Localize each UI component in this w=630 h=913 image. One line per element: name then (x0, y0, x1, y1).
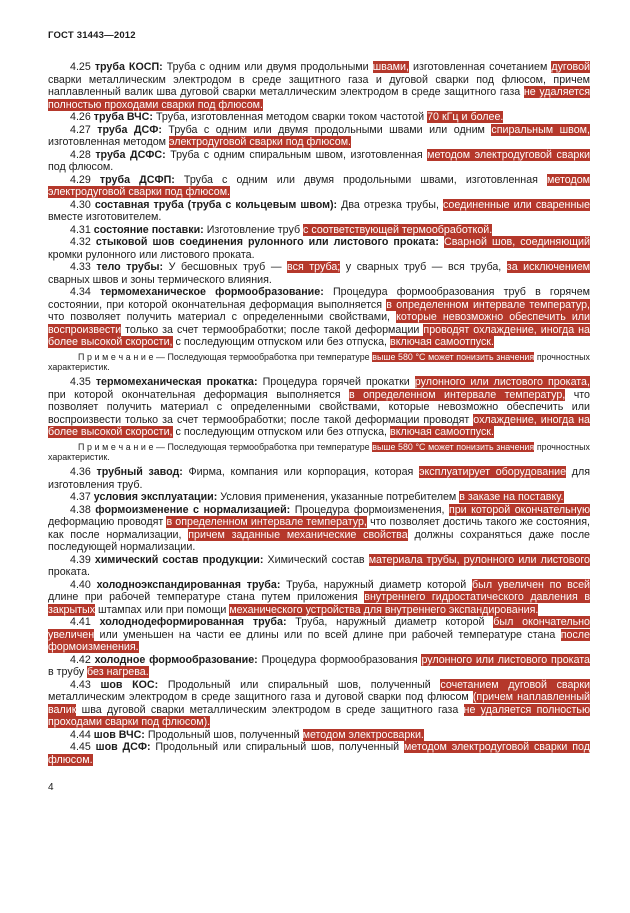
clause-number: 4.40 (70, 578, 97, 591)
definition-paragraph (48, 236, 590, 261)
definition-paragraph (48, 554, 590, 579)
highlight-segment: механического устройства для внутреннего экспандирования. (229, 603, 539, 616)
definition-paragraph (48, 491, 590, 504)
text-segment: Два отрезка трубы, (341, 198, 443, 211)
clause-number: 4.36 (70, 466, 97, 479)
text-segment: сварки металлическим электродом в среде защитного газа и дуговой сварки под флюсом, причем наплавленный валик шва дуговой сварки металлическим электродом в среде защитного газа (48, 73, 590, 98)
text-segment: Условия применения, указанные потребителем (220, 491, 460, 504)
clause-number: 4.39 (70, 553, 95, 566)
clause-number: 4.41 (70, 616, 100, 629)
clause-number: 4.29 (70, 173, 100, 186)
highlight-segment: методом электродуговой сварки (427, 148, 590, 161)
term-label: химический состав продукции: (94, 553, 268, 566)
text-segment: Процедура горячей прокатки (262, 376, 415, 389)
text-segment: Процедура формообразования (261, 653, 422, 666)
highlight-segment: методом электродуговой сварки под флюсом. (48, 741, 590, 766)
definition-paragraph (48, 616, 590, 654)
text-segment: П р и м е ч а н и е — Последующая термообработка при температуре (78, 351, 373, 362)
term-label: шов ВЧС: (93, 728, 148, 741)
text-segment: изготовленная сочетанием (408, 61, 552, 73)
clause-number: 4.44 (70, 728, 94, 741)
text-segment: штампах или при помощи (95, 603, 230, 616)
definition-paragraph (48, 679, 590, 729)
term-label: условия эксплуатации: (93, 491, 221, 504)
definition-paragraph (48, 741, 590, 766)
text-segment: сварных швов и зоны термического влияния. (48, 273, 272, 286)
text-segment: Продольный шов, полученный (147, 728, 303, 741)
term-label: составная труба (труба с кольцевым швом): (94, 198, 342, 211)
highlight-segment: включая самоотпуск. (390, 336, 494, 348)
definition-paragraph (48, 124, 590, 149)
document-body (48, 61, 590, 766)
clause-number: 4.43 (70, 678, 101, 691)
highlight-segment: которые невозможно обеспечить или воспроизвести (48, 311, 591, 336)
highlight-segment: в определенном интервале температур, (166, 516, 367, 529)
highlight-segment: Сварной шов, соединяющий (443, 236, 590, 248)
highlight-segment: в заказе на поставку. (459, 491, 564, 504)
highlight-segment: 70 кГц и более. (427, 111, 504, 123)
text-segment: при которой окончательная деформация выполняется (48, 388, 349, 401)
highlight-segment: материала трубы, рулонного или листового (368, 553, 590, 566)
term-label: труба ДСФП: (99, 173, 184, 186)
text-segment: П р и м е ч а н и е — Последующая термообработка при температуре (78, 441, 373, 452)
highlight-segment: без нагрева. (87, 666, 149, 679)
text-segment: металлическим электродом в среде защитного газа и дуговой сварки под флюсом (48, 691, 473, 704)
highlight-segment: выше 580 °С может понизить значения (372, 351, 535, 362)
highlight-segment: рулонного или листового проката, (414, 376, 590, 389)
highlight-segment: выше 580 °С может понизить значения (372, 441, 535, 452)
text-segment: с последующим отпуском или без отпуска, (172, 426, 391, 439)
definition-paragraph (48, 111, 590, 124)
clause-number: 4.25 (70, 61, 95, 73)
term-label: трубный завод: (96, 466, 189, 479)
clause-number: 4.35 (70, 376, 96, 389)
clause-number: 4.33 (70, 261, 97, 273)
term-label: холодноэкспандированная труба: (96, 578, 287, 591)
text-segment: проката. (48, 566, 90, 579)
term-label: труба ДСФ: (97, 123, 169, 136)
clause-number: 4.28 (70, 148, 96, 161)
definition-paragraph (48, 654, 590, 679)
text-segment: Труба, наружный диаметр которой (286, 578, 473, 591)
clause-number: 4.30 (70, 198, 95, 211)
term-label: состояние поставки: (93, 223, 207, 236)
highlight-segment: за исключением (506, 261, 590, 273)
text-segment: что позволяет получить материал с определенными свойствами, которые невозможно обеспечить или воспроизвести только за счет термообработки; после такой деформации проводят (48, 388, 590, 426)
clause-number: 4.27 (70, 123, 98, 136)
term-label: шов КОС: (100, 678, 168, 691)
text-segment: для изготовления труб. (48, 466, 590, 491)
text-segment: Продольный или спиральный шов, полученный (167, 678, 441, 691)
text-segment: в трубу (48, 666, 88, 679)
highlight-segment: проводят охлаждение, иногда на более высокой скорости, (48, 323, 590, 348)
text-segment: должны сохраняться даже после последующей нормализации. (48, 528, 591, 554)
text-segment: или уменьшен на части ее длины или по всей длине при рабочей температуре стана (94, 628, 561, 641)
text-segment: Труба с одним или двумя продольными швами, изготовленная (183, 173, 548, 186)
text-segment: Процедура формообразования труб в горячем состоянии, при которой окончательная деформация выполняется (48, 286, 590, 311)
text-segment: что позволяет достичь такого же состояния, как после нормализации, (48, 516, 590, 541)
text-segment: Труба, наружный диаметр которой (295, 616, 494, 629)
highlight-segment: включая самоотпуск. (390, 426, 494, 439)
definition-paragraph (48, 224, 590, 237)
definition-paragraph (48, 466, 590, 491)
highlight-segment: с соответствующей термообработкой. (303, 223, 493, 236)
clause-number: 4.45 (70, 741, 96, 754)
highlight-segment: охлаждение, иногда на более высокой скорости, (48, 413, 590, 439)
highlight-segment: в определенном интервале температур, (348, 388, 566, 401)
definition-paragraph (48, 174, 590, 199)
term-label: труба КОСП: (94, 61, 167, 73)
highlight-segment: дуговой (551, 61, 590, 73)
text-segment: изготовленная методом (48, 136, 169, 148)
term-label: тело трубы: (96, 261, 169, 273)
term-label: формоизменение с нормализацией: (95, 503, 295, 516)
highlight-segment: соединенные или сваренные (442, 198, 590, 211)
clause-number: 4.34 (70, 286, 100, 298)
highlight-segment: швами, (372, 61, 409, 73)
highlight-segment: при которой окончательную (448, 503, 591, 516)
note-paragraph (48, 442, 590, 464)
term-label: холоднодеформированная труба: (99, 616, 296, 629)
highlight-segment: не удаляется полностью проходами сварки под флюсом). (48, 703, 591, 729)
text-segment: под флюсом. (48, 161, 114, 173)
text-segment: Труба с одним или двумя продольными (166, 61, 373, 73)
text-segment: Продольный или спиральный шов, полученный (155, 741, 404, 754)
clause-number: 4.26 (70, 111, 94, 123)
clause-number: 4.32 (70, 236, 96, 248)
highlight-segment: методом электродуговой сварки под флюсом. (48, 173, 590, 198)
definition-paragraph (48, 504, 590, 554)
definition-paragraph (48, 579, 590, 617)
clause-number: 4.37 (70, 491, 94, 504)
highlight-segment: внутреннего гидростатического давления в закрытых (48, 591, 590, 616)
text-segment: Фирма, компания или корпорация, которая (188, 466, 420, 479)
clause-number: 4.38 (70, 503, 96, 516)
highlight-segment: электродуговой сварки под флюсом. (169, 136, 352, 148)
text-segment: что позволяет получить материал с определенными свойствами, (48, 311, 397, 323)
term-label: холодное формообразование: (94, 653, 262, 666)
definition-paragraph (48, 149, 590, 174)
definition-paragraph (48, 286, 590, 349)
text-segment: только за счет термообработки; после такой деформации (121, 323, 424, 336)
text-segment: у сварных труб — вся труба, (340, 261, 507, 273)
clause-number: 4.42 (70, 653, 95, 666)
highlight-segment: в определенном интервале температур, (386, 298, 591, 311)
highlight-segment: вся труба; (287, 261, 341, 273)
note-paragraph (48, 352, 590, 374)
definition-paragraph (48, 61, 590, 111)
definition-paragraph (48, 729, 590, 742)
document-header: ГОСТ 31443—2012 (48, 30, 136, 41)
highlight-segment: спиральным швом, (491, 123, 590, 136)
term-label: термомеханическое формообразование: (99, 286, 333, 298)
highlight-segment: был окончательно увеличен (48, 616, 590, 641)
text-segment: кромки рулонного или листового проката. (48, 248, 255, 261)
highlight-segment: не удаляется полностью проходами сварки под флюсом. (48, 86, 590, 111)
highlight-segment: методом электросварки. (302, 728, 424, 741)
text-segment: Труба с одним или двумя продольными швами или одним (168, 123, 492, 136)
text-segment: деформацию проводят (48, 516, 167, 529)
highlight-segment: рулонного или листового проката (421, 653, 590, 666)
text-segment: Процедура формоизменения, (294, 503, 449, 516)
text-segment: Труба, изготовленная методом сварки током частотой (155, 111, 428, 123)
text-segment: прочностных характеристик. (48, 351, 590, 373)
definition-paragraph (48, 261, 590, 286)
text-segment: У бесшовных труб — (168, 261, 288, 273)
term-label: труба ВЧС: (93, 111, 156, 123)
definition-paragraph (48, 199, 590, 224)
text-segment: шва дуговой сварки металлическим электродом в среде защитного газа (76, 703, 464, 716)
term-label: труба ДСФС: (95, 148, 171, 161)
text-segment: прочностных характеристик. (48, 441, 590, 463)
highlight-segment: был увеличен по всей (472, 578, 590, 591)
highlight-segment: эксплуатирует оборудование (419, 466, 567, 479)
term-label: стыковой шов соединения рулонного или листового проката: (95, 236, 444, 248)
highlight-segment: после формоизменения. (48, 628, 590, 654)
definition-paragraph (48, 376, 590, 439)
clause-number: 4.31 (70, 223, 94, 236)
text-segment: Изготовление труб (206, 223, 304, 236)
text-segment: вместе изготовителем. (48, 211, 162, 223)
term-label: термомеханическая прокатка: (95, 376, 263, 389)
highlight-segment: (причем наплавленный валик (48, 691, 590, 716)
text-segment: длине при рабочей температуре стана путем приложения (48, 591, 365, 604)
page-number: 4 (48, 782, 54, 794)
term-label: шов ДСФ: (95, 741, 156, 754)
highlight-segment: причем заданные механические свойства (188, 528, 408, 541)
text-segment: Химический состав (267, 553, 369, 566)
highlight-segment: сочетанием дуговой сварки (440, 678, 591, 691)
text-segment: Труба с одним спиральным швом, изготовленная (170, 148, 428, 161)
text-segment: с последующим отпуском или без отпуска, (172, 336, 391, 348)
